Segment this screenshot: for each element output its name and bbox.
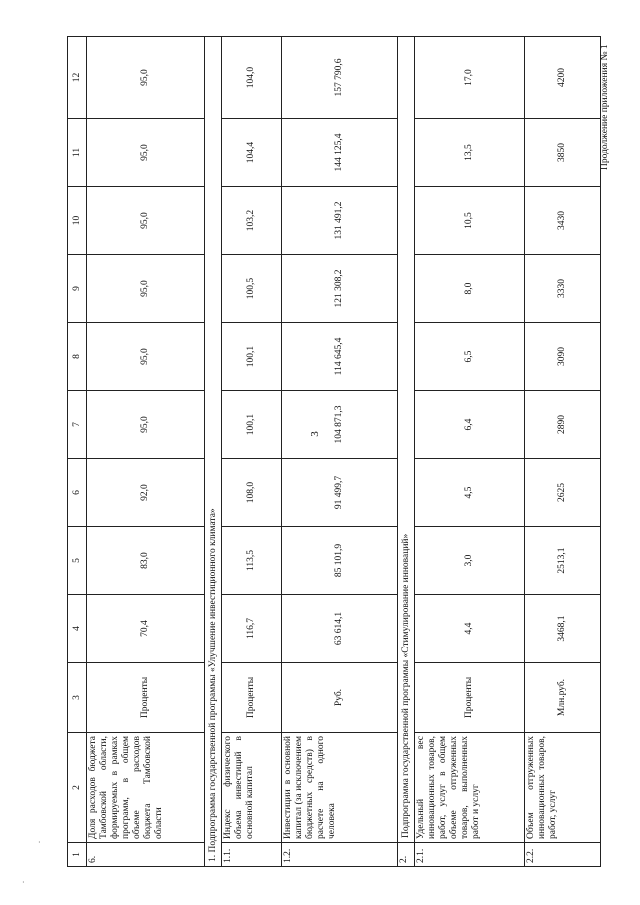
header-cell: 12 <box>68 37 87 119</box>
value-cell: 3,0 <box>415 527 525 595</box>
continuation-note: Продолжение приложения № 1 <box>600 44 610 170</box>
scan-mark: · <box>22 878 25 887</box>
unit-cell: Руб. <box>282 663 398 733</box>
value-cell: 95,0 <box>87 323 205 391</box>
table-row <box>415 37 525 867</box>
value-cell: 4,4 <box>415 595 525 663</box>
value-cell: 113,5 <box>222 527 282 595</box>
table-row <box>282 37 398 867</box>
indicator-name: Объем отгруженных инновационных товаров, работ, услуг <box>525 733 601 843</box>
table-row <box>525 37 601 867</box>
value-cell: 17,0 <box>415 37 525 119</box>
row-number: 2.1. <box>415 843 525 867</box>
scan-mark: · <box>38 838 41 847</box>
indicator-name: Индекс физического объема инвестиций в основной капитал <box>222 733 282 843</box>
header-cell: 2 <box>68 733 87 843</box>
section-title: Подпрограмма государственной программы «Стимулирование инноваций» <box>398 37 415 843</box>
header-cell: 5 <box>68 527 87 595</box>
value-cell: 144 125,4 <box>282 119 398 187</box>
value-cell: 2513,1 <box>525 527 601 595</box>
header-cell: 9 <box>68 255 87 323</box>
section-row <box>398 37 415 867</box>
unit-cell: Проценты <box>87 663 205 733</box>
row-number: 1.1. <box>222 843 282 867</box>
header-cell: 10 <box>68 187 87 255</box>
unit-cell: Проценты <box>222 663 282 733</box>
value-cell: 95,0 <box>87 119 205 187</box>
value-cell: 3330 <box>525 255 601 323</box>
value-cell: 3468,1 <box>525 595 601 663</box>
value-cell: 131 491,2 <box>282 187 398 255</box>
value-cell: 8,0 <box>415 255 525 323</box>
value-cell: 85 101,9 <box>282 527 398 595</box>
value-cell: 4,5 <box>415 459 525 527</box>
value-cell: 95,0 <box>87 187 205 255</box>
value-cell: 2890 <box>525 391 601 459</box>
page-number: 3 <box>308 431 321 437</box>
value-cell: 83,0 <box>87 527 205 595</box>
indicator-name: Доля расходов бюджета Тамбовской области, формируемых в рамках программ, в общем объеме расходов бюджета Тамбовской области <box>87 733 205 843</box>
unit-cell: Млн.руб. <box>525 663 601 733</box>
value-cell: 100,1 <box>222 391 282 459</box>
table-row <box>87 37 205 867</box>
indicator-name: Удельный вес инновационных товаров, работ, услуг в общем объеме отгруженных товаров, выполненных работ и услуг <box>415 733 525 843</box>
value-cell: 108,0 <box>222 459 282 527</box>
header-cell: 11 <box>68 119 87 187</box>
value-cell: 114 645,4 <box>282 323 398 391</box>
header-row <box>68 37 87 867</box>
value-cell: 121 308,2 <box>282 255 398 323</box>
header-cell: 4 <box>68 595 87 663</box>
section-title: 1. Подпрограмма государственной программы «Улучшение инвестиционного климата» <box>205 37 222 867</box>
value-cell: 100,5 <box>222 255 282 323</box>
value-cell: 116,7 <box>222 595 282 663</box>
value-cell: 95,0 <box>87 255 205 323</box>
header-cell: 7 <box>68 391 87 459</box>
value-cell: 63 614,1 <box>282 595 398 663</box>
value-cell: 157 790,6 <box>282 37 398 119</box>
indicator-name: Инвестиции в основной капитал (за исключением бюджетных средств) в расчете на одного человека <box>282 733 398 843</box>
value-cell: 104 871,3 <box>282 391 398 459</box>
value-cell: 91 499,7 <box>282 459 398 527</box>
indicator-table <box>67 36 601 867</box>
header-cell: 8 <box>68 323 87 391</box>
header-cell: 1 <box>68 843 87 867</box>
value-cell: 2625 <box>525 459 601 527</box>
value-cell: 104,4 <box>222 119 282 187</box>
value-cell: 95,0 <box>87 391 205 459</box>
row-number: 1.2. <box>282 843 398 867</box>
header-cell: 3 <box>68 663 87 733</box>
value-cell: 3090 <box>525 323 601 391</box>
value-cell: 13,5 <box>415 119 525 187</box>
row-number: 2.2. <box>525 843 601 867</box>
value-cell: 92,0 <box>87 459 205 527</box>
unit-cell: Проценты <box>415 663 525 733</box>
value-cell: 4200 <box>525 37 601 119</box>
value-cell: 104,0 <box>222 37 282 119</box>
value-cell: 3850 <box>525 119 601 187</box>
section-row <box>205 37 222 867</box>
value-cell: 10,5 <box>415 187 525 255</box>
row-number: 6. <box>87 843 205 867</box>
value-cell: 6,4 <box>415 391 525 459</box>
value-cell: 70,4 <box>87 595 205 663</box>
value-cell: 103,2 <box>222 187 282 255</box>
value-cell: 100,1 <box>222 323 282 391</box>
table-row <box>222 37 282 867</box>
value-cell: 6,5 <box>415 323 525 391</box>
header-cell: 6 <box>68 459 87 527</box>
value-cell: 95,0 <box>87 37 205 119</box>
row-number: 2. <box>398 843 415 867</box>
rotated-table-container <box>67 37 597 867</box>
value-cell: 3430 <box>525 187 601 255</box>
